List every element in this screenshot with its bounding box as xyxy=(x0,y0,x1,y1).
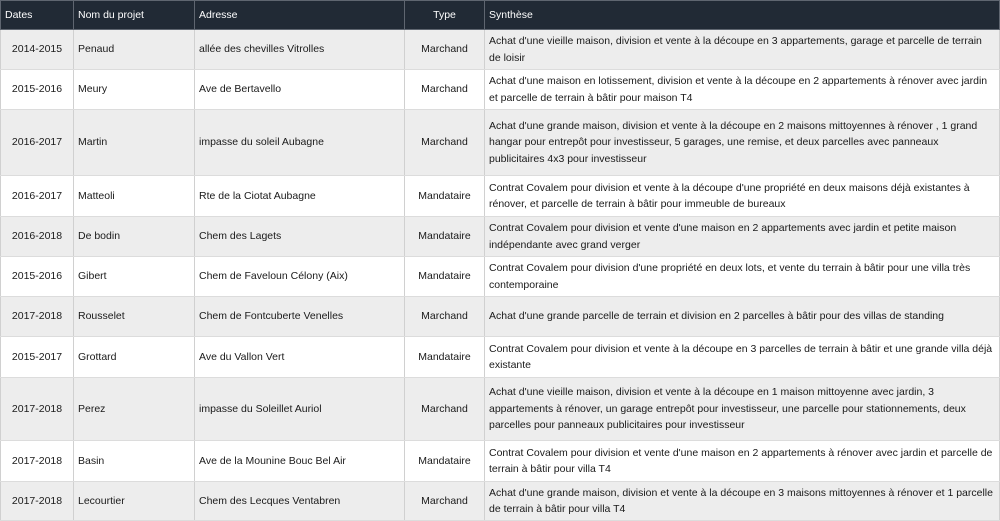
cell-dates: 2017-2018 xyxy=(1,297,74,337)
cell-type: Mandataire xyxy=(405,257,485,297)
cell-type: Marchand xyxy=(405,70,485,110)
table-row xyxy=(1,378,1000,441)
cell-adresse: Ave du Vallon Vert xyxy=(195,337,405,378)
cell-type: Mandataire xyxy=(405,217,485,257)
cell-adresse: Chem de Fontcuberte Venelles xyxy=(195,297,405,337)
table-row xyxy=(1,482,1000,521)
table-row xyxy=(1,110,1000,176)
cell-nom: Rousselet xyxy=(74,297,195,337)
table-row xyxy=(1,257,1000,297)
cell-dates: 2016-2017 xyxy=(1,176,74,217)
cell-adresse: Ave de Bertavello xyxy=(195,70,405,110)
cell-nom: De bodin xyxy=(74,217,195,257)
cell-nom: Martin xyxy=(74,110,195,176)
cell-nom: Gibert xyxy=(74,257,195,297)
cell-nom: Basin xyxy=(74,441,195,482)
header-dates: Dates xyxy=(1,1,74,30)
cell-adresse: Rte de la Ciotat Aubagne xyxy=(195,176,405,217)
cell-nom: Lecourtier xyxy=(74,482,195,521)
cell-synthese: Contrat Covalem pour division et vente à la découpe d'une propriété en deux maisons déjà existantes à rénover, et parcelle de terrain à bâtir pour immeuble de bureaux xyxy=(485,176,1000,217)
cell-synthese: Contrat Covalem pour division et vente d'une maison en 2 appartements avec jardin et petite maison indépendante avec grand verger xyxy=(485,217,1000,257)
cell-synthese: Achat d'une vieille maison, division et vente à la découpe en 1 maison mittoyenne avec jardin, 3 appartements à rénover, un garage entrepôt pour investisseur, une parcelle pour stationnements, deux parcelles pour panneaux publicitaires pour investisseur xyxy=(485,378,1000,441)
cell-dates: 2017-2018 xyxy=(1,441,74,482)
cell-synthese: Contrat Covalem pour division et vente d'une maison en 2 appartements à rénover avec jardin et parcelle de terrain à bâtir pour villa T4 xyxy=(485,441,1000,482)
cell-adresse: impasse du Soleillet Auriol xyxy=(195,378,405,441)
cell-type: Marchand xyxy=(405,30,485,70)
header-type: Type xyxy=(405,1,485,30)
cell-adresse: Ave de la Mounine Bouc Bel Air xyxy=(195,441,405,482)
cell-dates: 2015-2016 xyxy=(1,70,74,110)
header-nom-projet: Nom du projet xyxy=(74,1,195,30)
table-row xyxy=(1,297,1000,337)
cell-adresse: Chem des Lecques Ventabren xyxy=(195,482,405,521)
cell-type: Marchand xyxy=(405,378,485,441)
cell-type: Mandataire xyxy=(405,176,485,217)
cell-synthese: Achat d'une maison en lotissement, division et vente à la découpe en 2 appartements à rénover avec jardin et parcelle de terrain à bâtir pour maison T4 xyxy=(485,70,1000,110)
cell-dates: 2017-2018 xyxy=(1,482,74,521)
table-row xyxy=(1,176,1000,217)
table-row xyxy=(1,30,1000,70)
table-row xyxy=(1,441,1000,482)
cell-synthese: Contrat Covalem pour division d'une propriété en deux lots, et vente du terrain à bâtir pour une villa très contemporaine xyxy=(485,257,1000,297)
cell-type: Marchand xyxy=(405,482,485,521)
cell-type: Marchand xyxy=(405,297,485,337)
header-synthese: Synthèse xyxy=(485,1,1000,30)
cell-nom: Meury xyxy=(74,70,195,110)
table-row xyxy=(1,70,1000,110)
cell-nom: Matteoli xyxy=(74,176,195,217)
cell-dates: 2015-2016 xyxy=(1,257,74,297)
header-adresse: Adresse xyxy=(195,1,405,30)
cell-type: Mandataire xyxy=(405,337,485,378)
cell-dates: 2015-2017 xyxy=(1,337,74,378)
table-header xyxy=(1,1,1000,30)
cell-adresse: allée des chevilles Vitrolles xyxy=(195,30,405,70)
cell-nom: Penaud xyxy=(74,30,195,70)
cell-synthese: Achat d'une vieille maison, division et vente à la découpe en 3 appartements, garage et parcelle de terrain de loisir xyxy=(485,30,1000,70)
cell-adresse: Chem de Faveloun Célony (Aix) xyxy=(195,257,405,297)
cell-type: Marchand xyxy=(405,110,485,176)
cell-synthese: Achat d'une grande maison, division et vente à la découpe en 3 maisons mittoyennes à rénover et 1 parcelle de terrain à bâtir pour villa T4 xyxy=(485,482,1000,521)
cell-synthese: Achat d'une grande parcelle de terrain et division en 2 parcelles à bâtir pour des villas de standing xyxy=(485,297,1000,337)
cell-nom: Perez xyxy=(74,378,195,441)
cell-synthese: Contrat Covalem pour division et vente à la découpe en 3 parcelles de terrain à bâtir et une grande villa déjà existante xyxy=(485,337,1000,378)
table-row xyxy=(1,217,1000,257)
cell-dates: 2014-2015 xyxy=(1,30,74,70)
cell-dates: 2016-2017 xyxy=(1,110,74,176)
cell-nom: Grottard xyxy=(74,337,195,378)
cell-type: Mandataire xyxy=(405,441,485,482)
cell-dates: 2016-2018 xyxy=(1,217,74,257)
table-body xyxy=(1,30,1000,521)
table-row xyxy=(1,337,1000,378)
cell-adresse: Chem des Lagets xyxy=(195,217,405,257)
cell-dates: 2017-2018 xyxy=(1,378,74,441)
header-row xyxy=(1,1,1000,30)
cell-synthese: Achat d'une grande maison, division et vente à la découpe en 2 maisons mittoyennes à rénover , 1 grand hangar pour entrepôt pour investisseur, 5 garages, une remise, et deux parcelles avec panneaux publicitaires 4x3 pour investisseur xyxy=(485,110,1000,176)
cell-adresse: impasse du soleil Aubagne xyxy=(195,110,405,176)
